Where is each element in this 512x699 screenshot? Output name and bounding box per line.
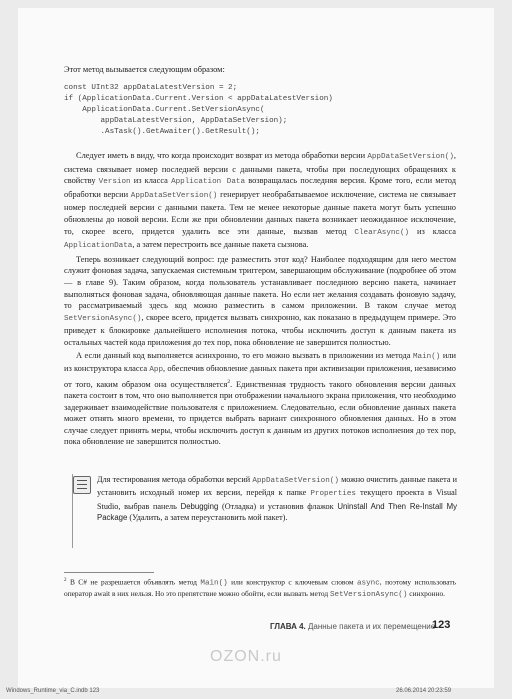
note-text: Для тестирования метода обработки версий AppDataSetVersion() можно очистить данные пакета и установить исходный номер их версии, перейдя к папке Properties текущего проекта в Visual Studio, выбрав панель Debugging (Отладка) и установив флажок Uninstall And Then Re-Install My Package (Удалить, а затем переустановить мой пакет). — [97, 475, 457, 523]
page-number: 123 — [432, 619, 451, 631]
print-slug-date: 26.06.2014 20:23:59 — [396, 688, 452, 694]
intro-text: Этот метод вызывается следующим образом: — [64, 65, 225, 74]
note-box — [72, 474, 457, 548]
footnote: $^2$ В C# не разрешается объявлять метод Main() или конструктор с ключевым словом async, поэтому использовать оператор await в них нельзя. Но это препятствие можно обойти, если вызвать метод SetVersionAsync() синхронно. — [64, 577, 456, 600]
body-text — [64, 150, 456, 449]
print-slug-file: Windows_Runtime_via_C.indb 123 — [6, 688, 100, 694]
note-icon — [73, 476, 91, 494]
footnote-rule — [64, 572, 154, 573]
watermark: OZON.ru — [210, 648, 282, 665]
paragraph-2: Теперь возникает следующий вопрос: где разместить этот код? Наиболее подходящим для него местом служит фоновая задача, запускаемая системным триггером, завершающим обслуживание (подробнее об этом — в главе 9). Таким образом, когда пользователь устанавливает последнюю версию пакета, начинает выполняться фоновая задача, обновляющая данные пакета. Но если нет желания создавать фоновую задачу, то рассматриваемый здесь код можно разместить в самом приложении. В таком случае метод SetVersionAsync(), скорее всего, придется вызвать синхронно, как показано в предыдущем примере. Это приведет к блокировке дальнейшего исполнения потока, чтобы исключить доступ к данным пакета из остальных частей кода приложения до тех пор, пока обновление не завершится полностью. — [64, 254, 456, 347]
paragraph-3: А если данный код выполняется асинхронно, то его можно вызвать в приложении из метода Main() или из конструктора класса App, обеспечив обновление данных пакета при активизации приложения, независимо от того, каким образом она осуществляется$^2$. Единственная трудность такого обновления версии данных пакета состоит в том, что оно выполняется при отображении начального экрана приложения, что необходимо задерживает взаимодействие пользователя с приложением. Следовательно, если обновление данных пакета может отнять много времени, то придется выбрать вариант синхронного обновления данных. Но в этом случае следует принять меры, чтобы исключить доступ к данным из других потоков исполнения до тех пор, пока обновление не завершится полностью. — [64, 350, 456, 447]
running-footer: ГЛАВА 4. Данные пакета и их перемещение — [270, 622, 436, 631]
code-listing: const UInt32 appDataLatestVersion = 2; if (ApplicationData.Current.Version < appDataLatestVersion) ApplicationData.Current.SetVersionAsync( appDataLatestVersion, AppDataSetVersion); .AsTask().GetAwaiter().GetResult(); — [64, 84, 333, 136]
paragraph-1: Следует иметь в виду, что когда происходит возврат из метода обработки версии AppDataSetVersion(), система связывает номер последней версии с данными пакета, чтобы при последующих обращениях к свойству Version из класса Application Data возвращалась последняя версия. Кроме того, если метод обработки версии AppDataSetVersion() генерирует необрабатываемое исключение, система не связывает номер последней версии с данными пакета. Тем не менее некоторые данные пакета могут быть успешно обновлены до новой версии. Если же при обновлении данных пакета возникает неожиданное исключение, то, скорее всего, придется удалить все эти данные, вызвав метод ClearAsync() из класса ApplicationData, а затем перестроить все данные пакета сызнова. — [64, 151, 457, 251]
